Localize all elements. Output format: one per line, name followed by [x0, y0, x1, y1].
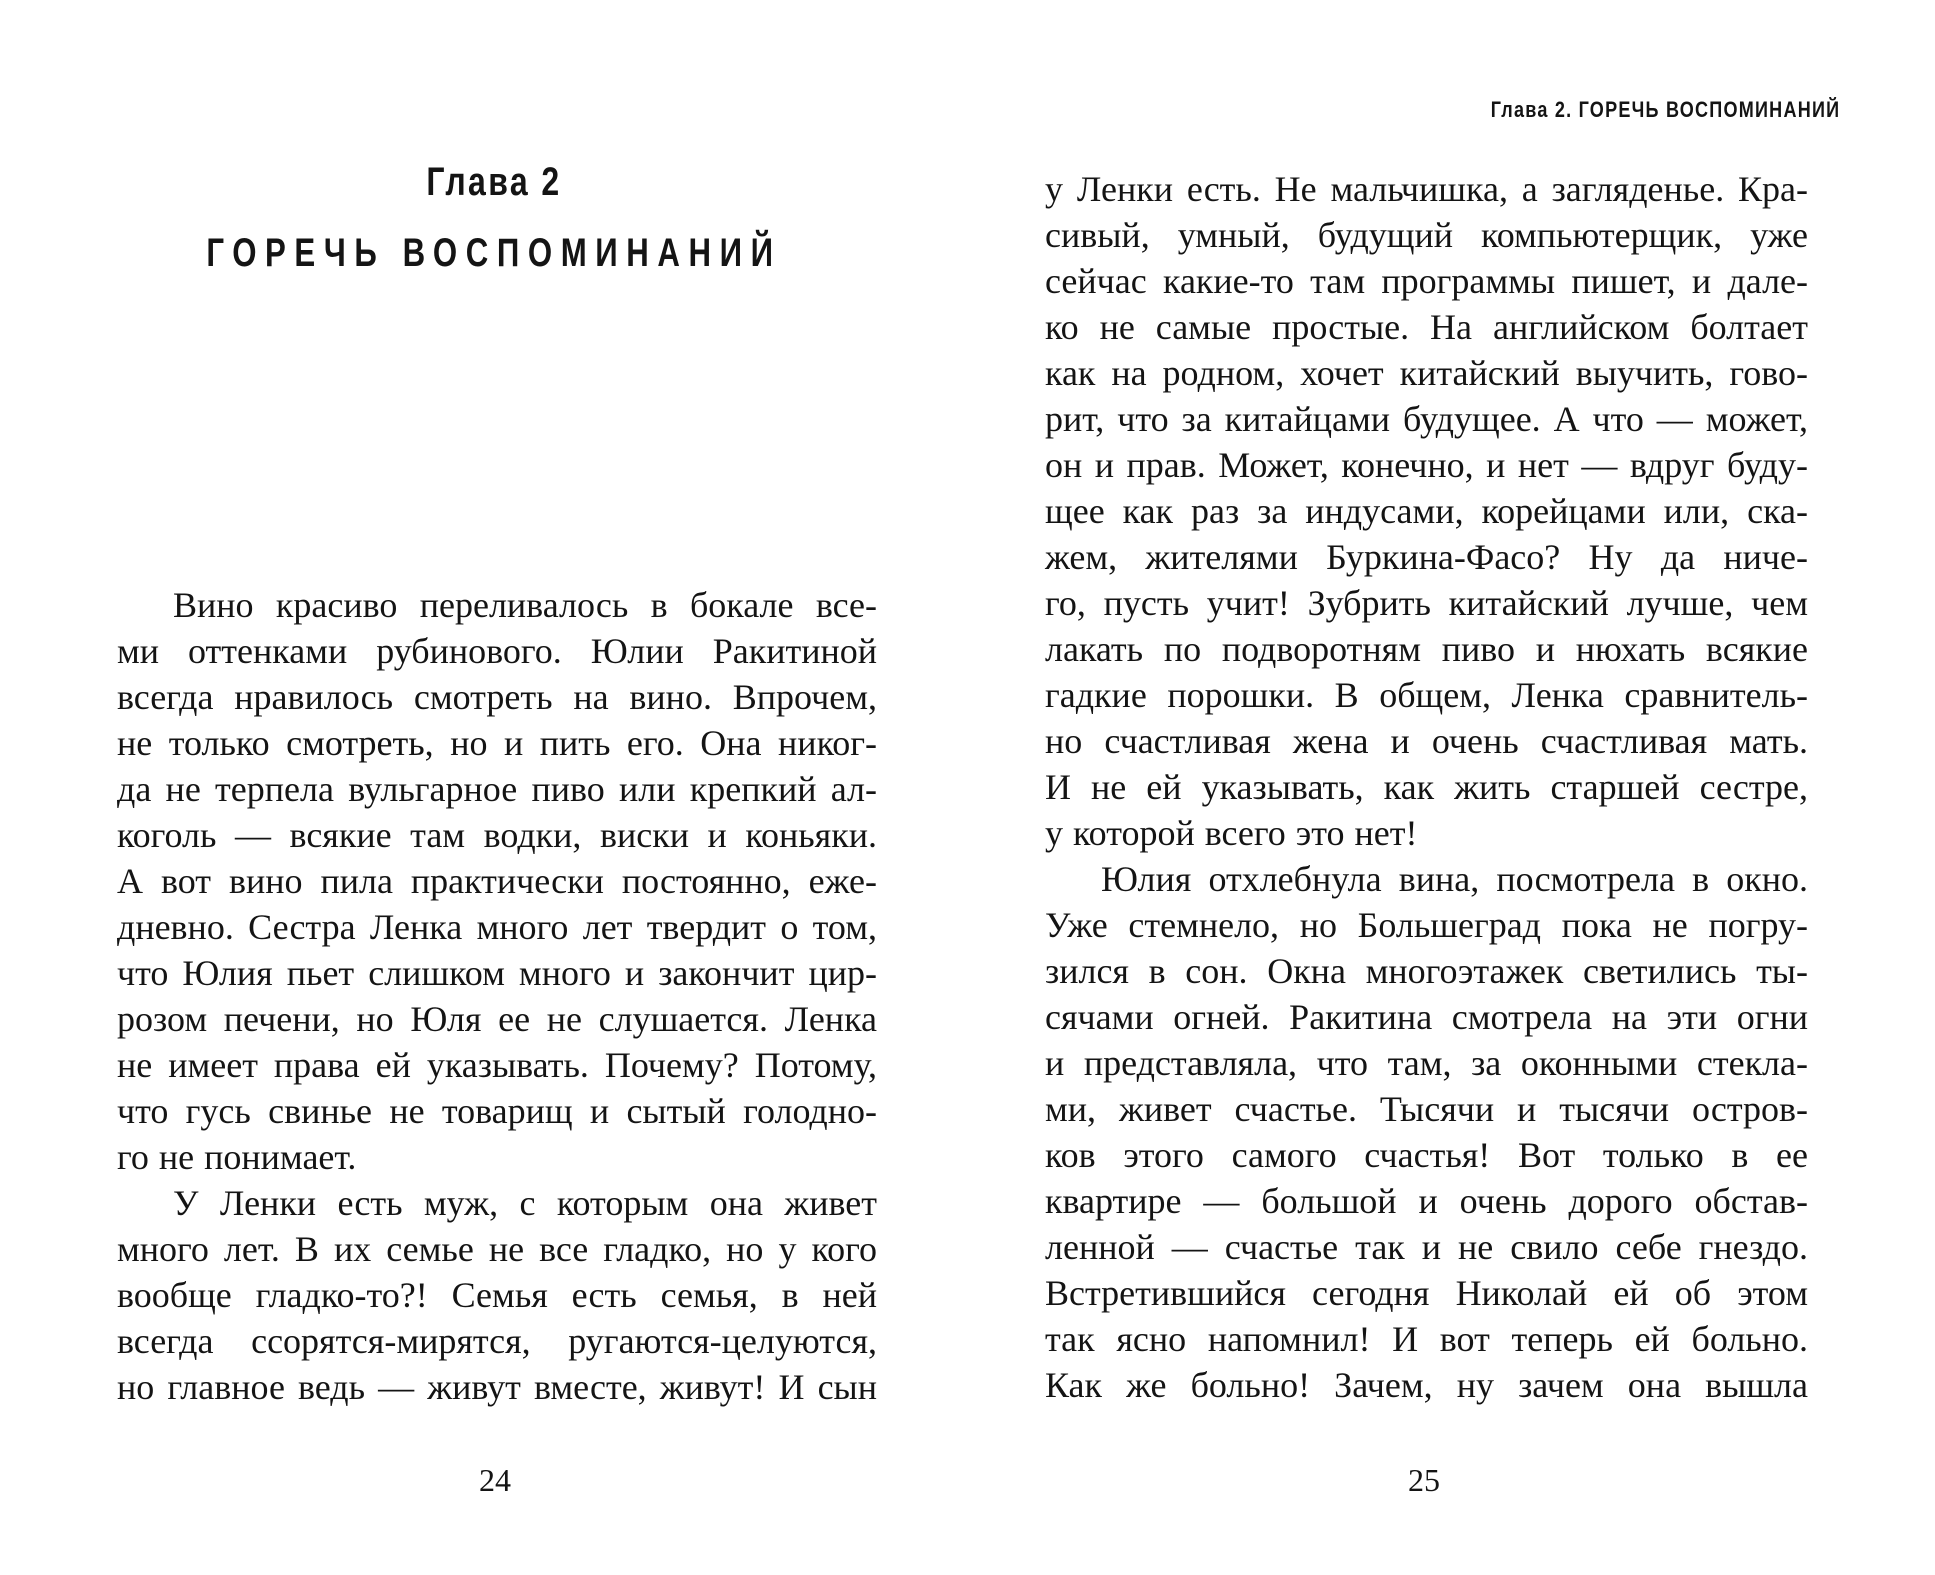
text-line: не только смотреть, но и пить его. Она никог- [117, 723, 877, 763]
text-line: У Ленки есть муж, с которым она живет [173, 1183, 877, 1223]
left-page [0, 0, 967, 1575]
text-line: не имеет права ей указывать. Почему? Потому, [117, 1045, 877, 1085]
text-line: Вино красиво переливалось в бокале все- [173, 585, 877, 625]
text-line: как на родном, хочет китайский выучить, гово- [1045, 353, 1808, 393]
page-number-right: 25 [1408, 1462, 1440, 1498]
left-page-text [117, 582, 877, 1410]
text-line: сивый, умный, будущий компьютерщик, уже [1045, 215, 1808, 255]
text-line: дневно. Сестра Ленка много лет твердит о том, [117, 907, 877, 947]
chapter-title: ГОРЕЧЬ ВОСПОМИНАНИЙ [206, 231, 782, 275]
running-head: Глава 2. ГОРЕЧЬ ВОСПОМИНАНИЙ [1490, 97, 1840, 122]
text-line: всегда нравилось смотреть на вино. Впрочем, [117, 677, 877, 717]
text-line: щее как раз за индусами, корейцами или, ска- [1045, 491, 1808, 531]
text-line: что Юлия пьет слишком много и закончит цир- [117, 953, 877, 993]
text-line: И не ей указывать, как жить старшей сестре, [1045, 767, 1808, 807]
text-line: го не понимает. [117, 1137, 357, 1177]
text-line: Как же больно! Зачем, ну зачем она вышла [1045, 1365, 1808, 1405]
text-line: жем, жителями Буркина-Фасо? Ну да ниче- [1045, 537, 1808, 577]
text-line: сейчас какие-то там программы пишет, и дале- [1045, 261, 1808, 301]
text-line: он и прав. Может, конечно, и нет — вдруг буду- [1045, 445, 1808, 485]
text-line: го, пусть учит! Зубрить китайский лучше, чем [1045, 583, 1808, 623]
text-line: Встретившийся сегодня Николай ей об этом [1045, 1273, 1808, 1313]
text-line: много лет. В их семье не все гладко, но у кого [117, 1229, 877, 1269]
text-line: Уже стемнело, но Большеград пока не погру- [1045, 905, 1808, 945]
text-line: и представляла, что там, за оконными стекла- [1045, 1043, 1808, 1083]
text-line: коголь — всякие там водки, виски и коньяки. [117, 815, 877, 855]
text-line: сячами огней. Ракитина смотрела на эти огни [1045, 997, 1808, 1037]
text-line: Юлия отхлебнула вина, посмотрела в окно. [1101, 859, 1808, 899]
text-line: ленной — счастье так и не свило себе гнездо. [1045, 1227, 1808, 1267]
text-line: ков этого самого счастья! Вот только в ее [1045, 1135, 1808, 1175]
text-line: что гусь свинье не товарищ и сытый голодно- [117, 1091, 877, 1131]
text-line: у которой всего это нет! [1045, 813, 1418, 853]
text-line: всегда ссорятся-мирятся, ругаются-целуются, [117, 1321, 877, 1361]
text-line: квартире — большой и очень дорого обстав- [1045, 1181, 1808, 1221]
chapter-number: Глава 2 [426, 160, 562, 204]
text-line: А вот вино пила практически постоянно, еже- [117, 861, 877, 901]
text-line: гадкие порошки. В общем, Ленка сравнитель- [1045, 675, 1808, 715]
text-line: вообще гладко-то?! Семья есть семья, в ней [117, 1275, 877, 1315]
right-page-text [1045, 166, 1808, 1408]
page-number-left: 24 [479, 1462, 511, 1498]
text-line: да не терпела вульгарное пиво или крепкий ал- [117, 769, 877, 809]
text-line: ми, живет счастье. Тысячи и тысячи остров- [1045, 1089, 1808, 1129]
text-line: так ясно напомнил! И вот теперь ей больно. [1045, 1319, 1808, 1359]
text-line: розом печени, но Юля ее не слушается. Ленка [117, 999, 877, 1039]
text-line: но счастливая жена и очень счастливая мать. [1045, 721, 1808, 761]
text-line: ко не самые простые. На английском болтает [1045, 307, 1808, 347]
right-page [967, 0, 1935, 1575]
text-line: у Ленки есть. Не мальчишка, а загляденье. Кра- [1045, 169, 1808, 209]
text-line: рит, что за китайцами будущее. А что — может, [1045, 399, 1808, 439]
text-line: ми оттенками рубинового. Юлии Ракитиной [117, 631, 877, 671]
text-line: зился в сон. Окна многоэтажек светились ты- [1045, 951, 1808, 991]
text-line: но главное ведь — живут вместе, живут! И сын [117, 1367, 877, 1407]
text-line: лакать по подворотням пиво и нюхать всякие [1045, 629, 1808, 669]
